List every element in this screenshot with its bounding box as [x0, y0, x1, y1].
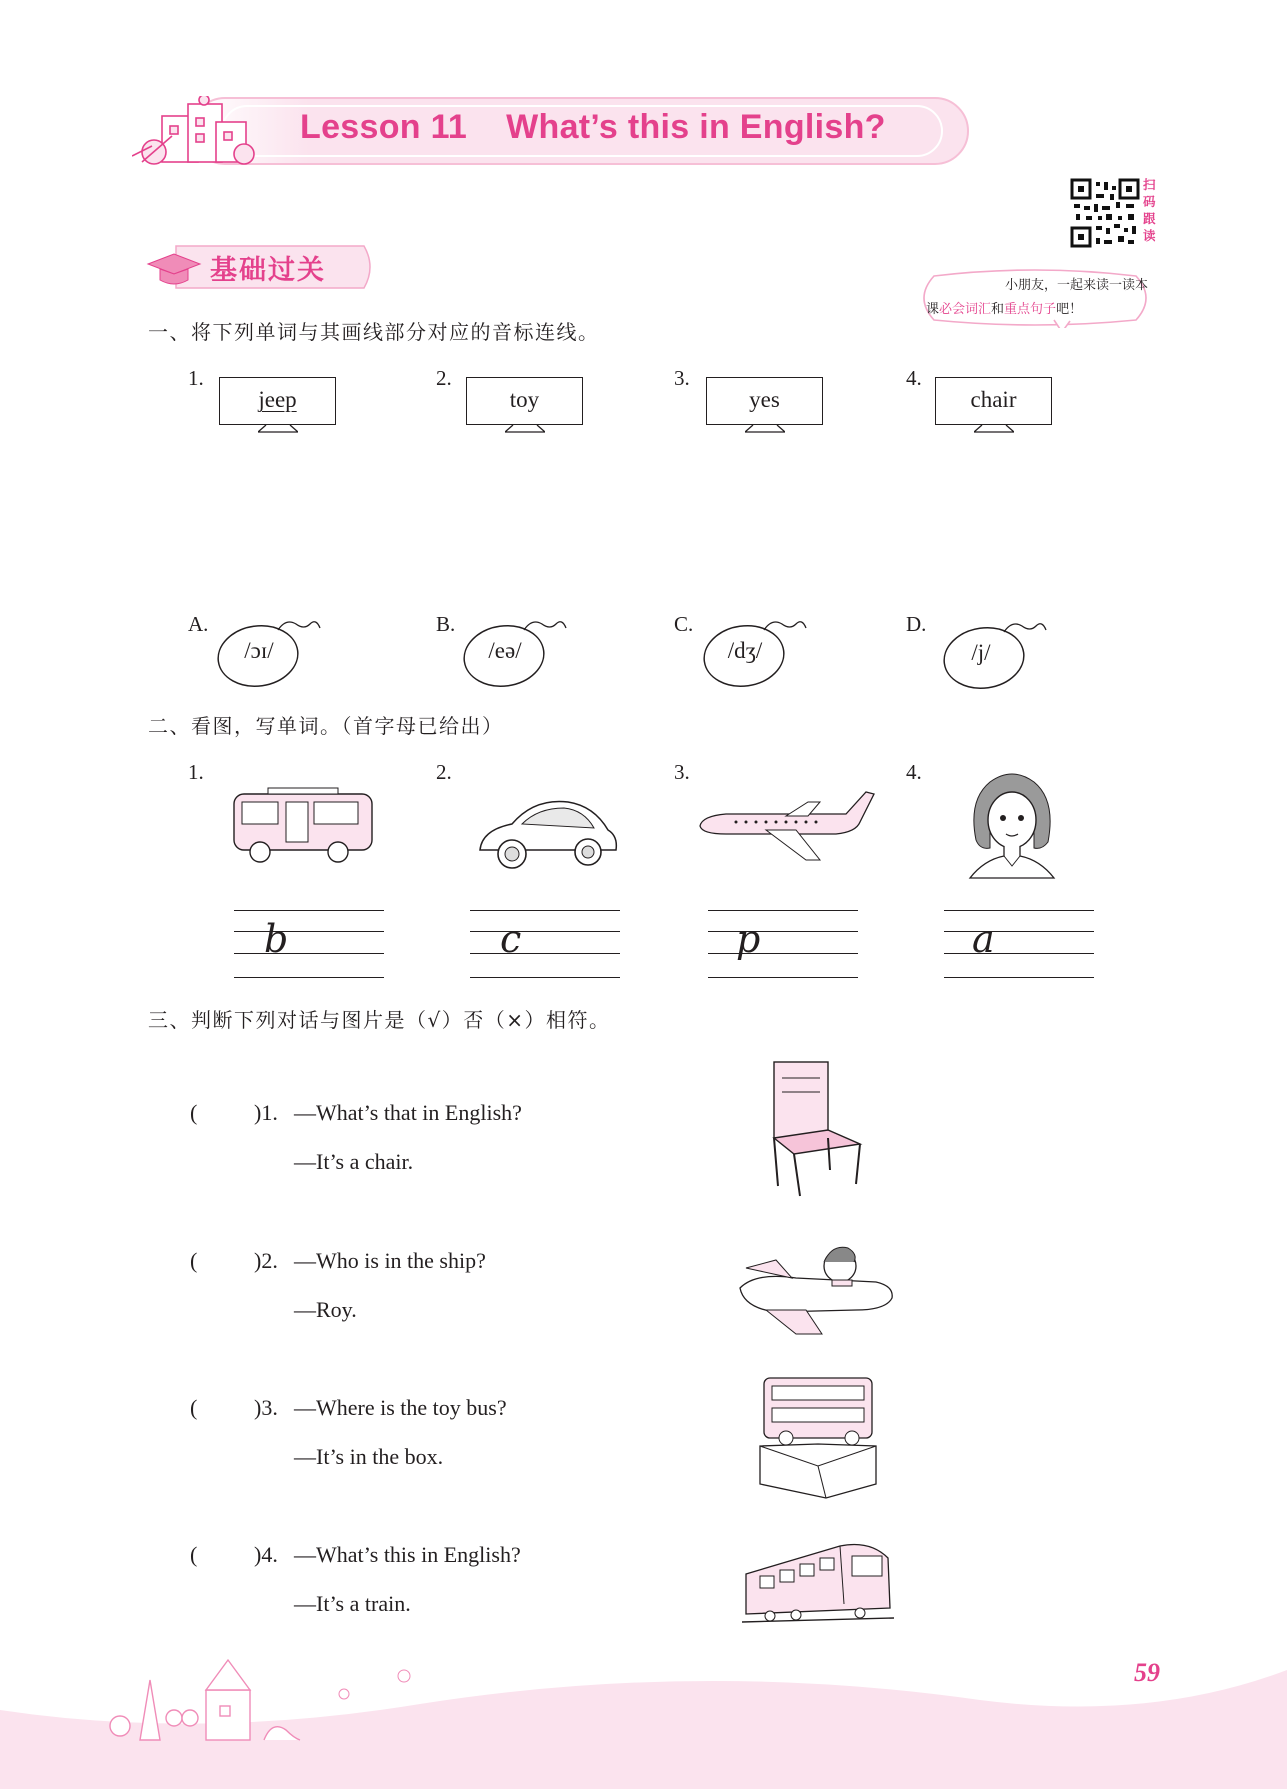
qr-code-icon[interactable] — [1070, 178, 1140, 248]
part3-heading: 三、判断下列对话与图片是（√）否（×）相符。 — [148, 1008, 611, 1032]
word-box-3 — [706, 377, 823, 425]
bubble-prefix: 课 — [926, 302, 940, 317]
answer-paren-open-2: ( — [190, 1248, 198, 1273]
sound-letter-d: D. — [906, 612, 927, 636]
ipa-dz: /dʒ/ — [727, 638, 763, 663]
answer-paren-open-4: ( — [190, 1542, 198, 1567]
bus-on-box-icon — [756, 1374, 880, 1500]
writing-lines-4[interactable] — [944, 910, 1094, 978]
footer-decoration — [0, 1630, 1287, 1789]
word-box-2 — [466, 377, 583, 425]
word-yes: yes — [749, 387, 780, 412]
dialog-2-line-1: —Who is in the ship? — [294, 1248, 486, 1273]
bubble-suffix: 吧！ — [1056, 302, 1083, 317]
word-toy: toy — [509, 387, 540, 412]
first-letter-b: b — [264, 917, 289, 961]
bubble-highlight-sentences: 重点句子 — [1004, 302, 1057, 317]
answer-paren-close-3: )3. — [254, 1395, 278, 1420]
bubble-line-1: 小朋友，一起来读一读本 — [1004, 278, 1148, 293]
monitor-stand — [505, 425, 545, 433]
answer-blank-2[interactable] — [198, 1248, 252, 1276]
dialog-3-line-1: —Where is the toy bus? — [294, 1395, 507, 1420]
ipa-j: /j/ — [971, 640, 991, 665]
answer-paren-close-2: )2. — [254, 1248, 278, 1273]
word-number-4: 4. — [906, 366, 922, 390]
car-icon — [472, 790, 622, 876]
boy-in-plane-icon — [736, 1238, 896, 1338]
dialog-1-line-2: —It’s a chair. — [294, 1149, 414, 1174]
train-icon — [740, 1534, 896, 1630]
part2-heading: 二、看图，写单词。（首字母已给出） — [148, 714, 504, 738]
dialog-4-line-1: —What’s this in English? — [294, 1542, 521, 1567]
first-letter-c: c — [500, 917, 522, 961]
aunt-icon — [964, 770, 1060, 880]
word-chair: chair — [970, 387, 1017, 412]
answer-blank-1[interactable] — [198, 1100, 252, 1128]
answer-blank-3[interactable] — [198, 1395, 252, 1423]
sound-letter-c: C. — [674, 612, 694, 636]
sound-letter-a: A. — [188, 612, 209, 636]
dialog-2-line-2: —Roy. — [294, 1297, 357, 1322]
qr-label: 扫码跟读 — [1143, 177, 1156, 243]
item-number-1: 1. — [188, 760, 204, 784]
word-box-4 — [935, 377, 1052, 425]
bubble-line-2 — [926, 298, 1148, 322]
bubble-and: 和 — [991, 302, 1005, 317]
writing-lines-3[interactable] — [708, 910, 858, 978]
monitor-stand — [258, 425, 298, 433]
answer-paren-open-3: ( — [190, 1395, 198, 1420]
plane-icon — [696, 790, 876, 866]
word-box-1 — [219, 377, 336, 425]
page-number: 59 — [1134, 1658, 1160, 1687]
section-badge-label: 基础过关 — [210, 255, 326, 286]
word-jeep: jeep — [258, 387, 297, 412]
bubble-highlight-vocab: 必会词汇 — [939, 302, 992, 317]
first-letter-a: a — [972, 917, 995, 961]
chair-icon — [760, 1058, 870, 1198]
answer-blank-4[interactable] — [198, 1542, 252, 1570]
word-number-2: 2. — [436, 366, 452, 390]
ipa-oi: /ɔɪ/ — [244, 638, 274, 663]
answer-paren-close-4: )4. — [254, 1542, 278, 1567]
writing-lines-1[interactable] — [234, 910, 384, 978]
answer-paren-close-1: )1. — [254, 1100, 278, 1125]
bus-icon — [228, 780, 378, 870]
answer-paren-open-1: ( — [190, 1100, 198, 1125]
ipa-ea: /eə/ — [488, 638, 522, 663]
writing-lines-2[interactable] — [470, 910, 620, 978]
sound-letter-b: B. — [436, 612, 456, 636]
part1-heading: 一、将下列单词与其画线部分对应的音标连线。 — [148, 320, 600, 344]
item-number-4: 4. — [906, 760, 922, 784]
word-number-3: 3. — [674, 366, 690, 390]
first-letter-p: p — [736, 917, 761, 961]
monitor-stand — [745, 425, 785, 433]
monitor-stand — [974, 425, 1014, 433]
dialog-1-line-1: —What’s that in English? — [294, 1100, 522, 1125]
item-number-3: 3. — [674, 760, 690, 784]
item-number-2: 2. — [436, 760, 452, 784]
dialog-3-line-2: —It’s in the box. — [294, 1444, 444, 1469]
dialog-4-line-2: —It’s a train. — [294, 1591, 411, 1616]
lesson-title: Lesson 11 What’s this in English? — [300, 108, 886, 146]
bubble-text — [926, 274, 1148, 322]
word-number-1: 1. — [188, 366, 204, 390]
